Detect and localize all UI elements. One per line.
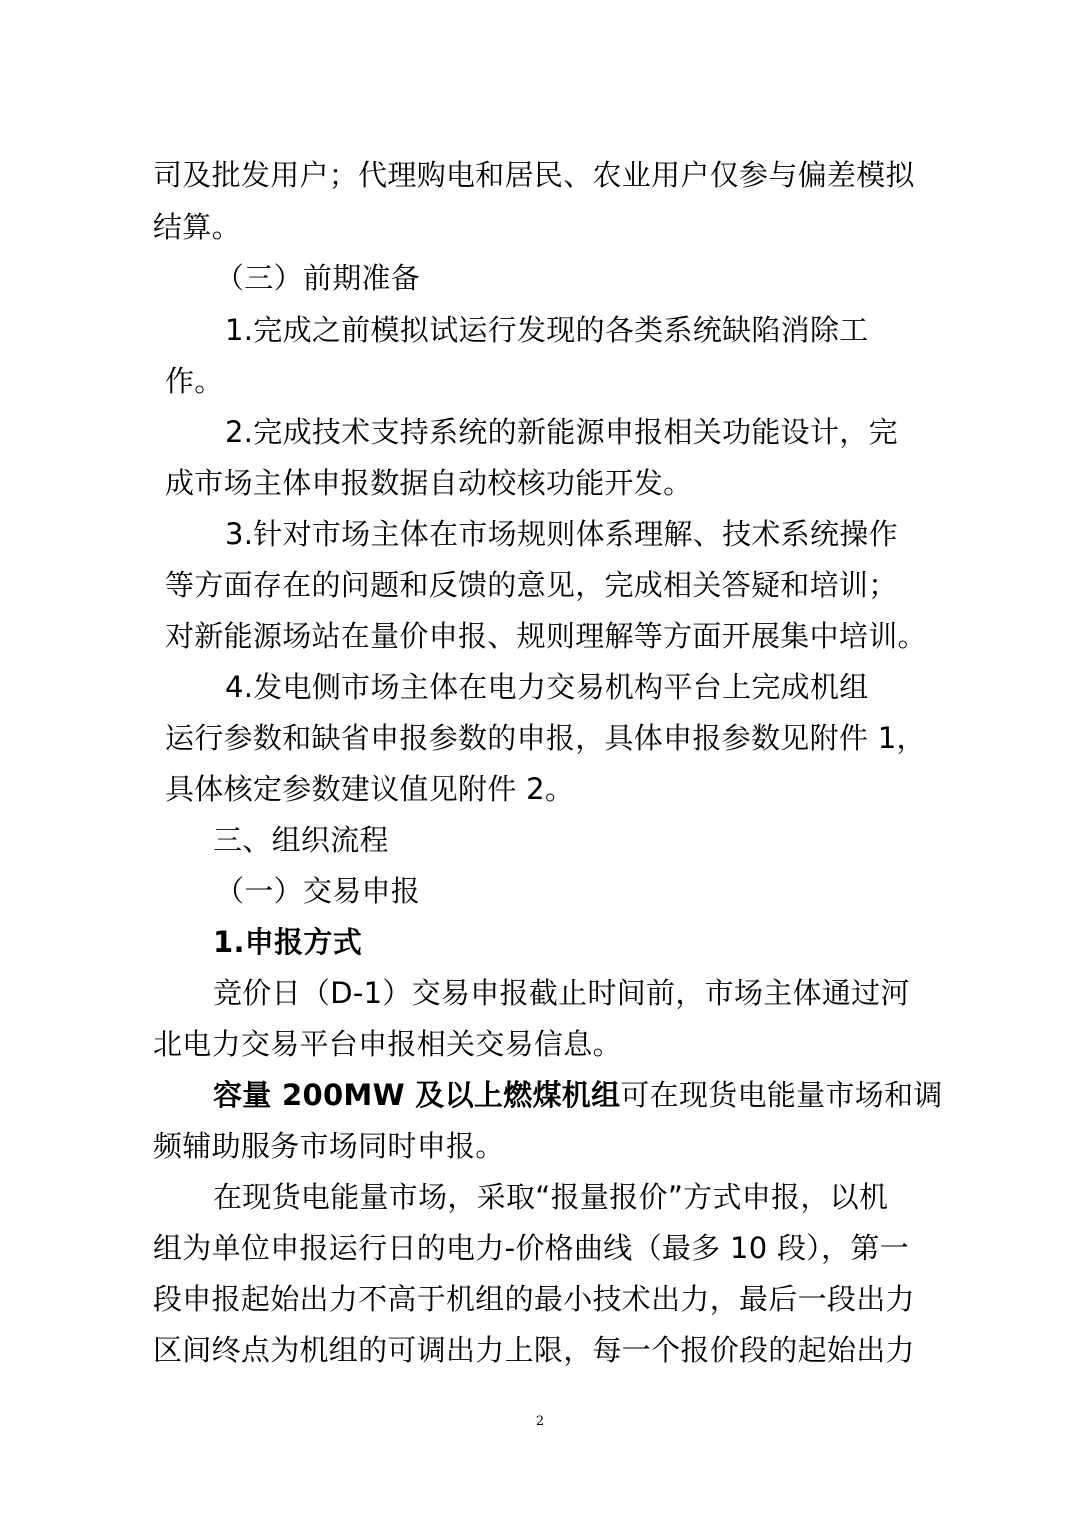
body-text-line: 具体核定参数建议值见附件 2。 [165, 772, 575, 806]
body-text-line: 竞价日（D-1）交易申报截止时间前，市场主体通过河 [213, 976, 910, 1010]
body-text-line: 组为单位申报运行日的电力-价格曲线（最多 10 段），第一 [153, 1231, 910, 1265]
page-number: 2 [535, 1414, 545, 1429]
body-text-line: 区间终点为机组的可调出力上限，每一个报价段的起始出力 [153, 1333, 915, 1367]
body-text-line: 1.完成之前模拟试运行发现的各类系统缺陷消除工 [225, 313, 869, 347]
body-text-line: 对新能源场站在量价申报、规则理解等方面开展集中培训。 [165, 619, 927, 653]
body-text-line: 频辅助服务市场同时申报。 [153, 1129, 505, 1163]
body-text-line: 等方面存在的问题和反馈的意见，完成相关答疑和培训； [165, 568, 898, 602]
section-heading: （一）交易申报 [215, 874, 421, 908]
body-text-line: 成市场主体申报数据自动校核功能开发。 [165, 466, 693, 500]
body-text-line [213, 1075, 943, 1115]
section-heading: （三）前期准备 [215, 261, 421, 295]
body-text-line: 4.发电侧市场主体在电力交易机构平台上完成机组 [225, 670, 869, 704]
section-heading: 三、组织流程 [213, 823, 389, 857]
subsection-heading: 1.申报方式 [213, 925, 362, 959]
body-text-line: 结算。 [153, 210, 241, 244]
body-text-line: 北电力交易平台申报相关交易信息。 [153, 1027, 622, 1061]
body-text-line: 司及批发用户；代理购电和居民、农业用户仅参与偏差模拟 [153, 158, 915, 192]
bold-phrase: 容量 200MW 及以上燃煤机组 [213, 1078, 621, 1112]
body-text-line: 3.针对市场主体在市场规则体系理解、技术系统操作 [225, 517, 898, 551]
body-text-line: 在现货电能量市场，采取“报量报价”方式申报，以机 [213, 1180, 889, 1214]
body-text-line: 作。 [165, 364, 224, 398]
body-text-span: 可在现货电能量市场和调 [620, 1078, 943, 1112]
body-text-line: 运行参数和缺省申报参数的申报，具体申报参数见附件 1， [165, 721, 926, 755]
body-text-line: 段申报起始出力不高于机组的最小技术出力，最后一段出力 [153, 1282, 915, 1316]
body-text-line: 2.完成技术支持系统的新能源申报相关功能设计，完 [225, 415, 898, 449]
